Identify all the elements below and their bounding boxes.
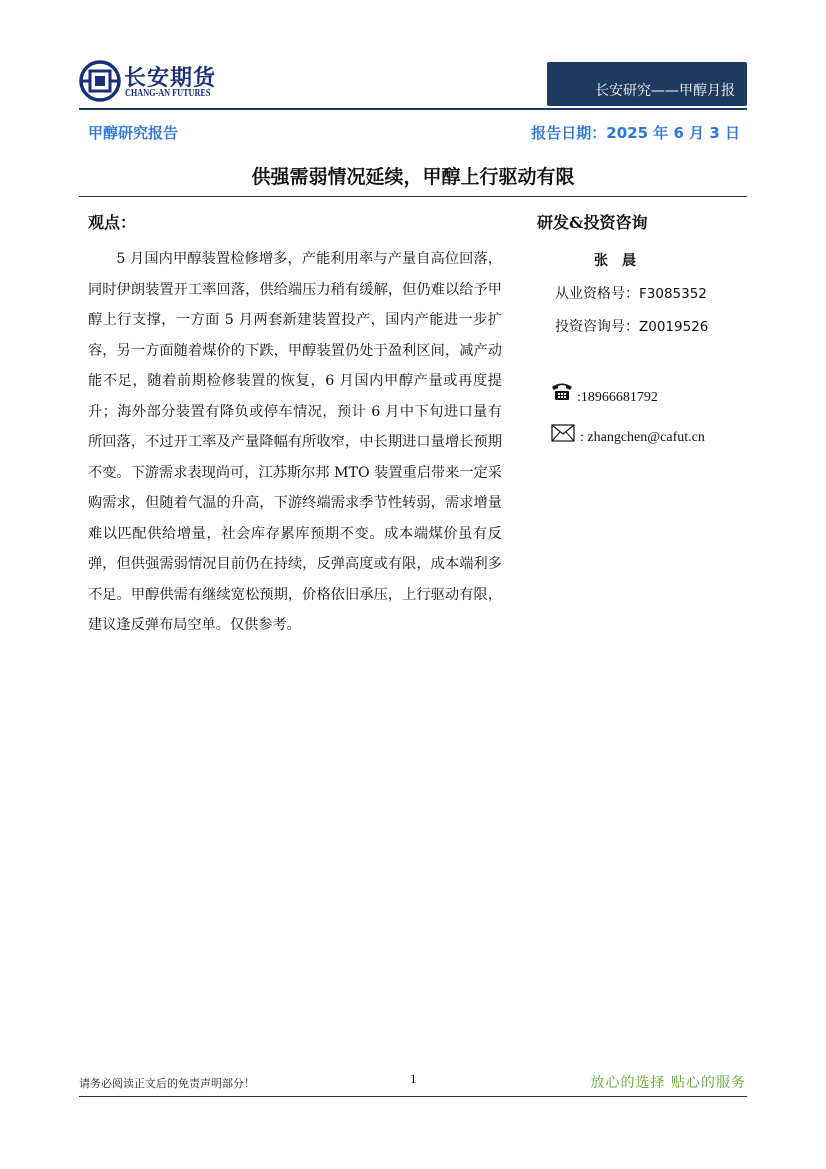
research-consulting-heading: 研发&投资咨询 [537, 213, 648, 232]
header-divider [79, 108, 747, 110]
phone-number: :18966681792 [577, 390, 658, 405]
chang-an-logo-icon [79, 60, 121, 102]
envelope-icon [551, 424, 575, 442]
footer-slogan: 放心的选择 贴心的服务 [590, 1075, 746, 1091]
title-divider [79, 196, 747, 197]
qualification-value: F3085352 [639, 286, 707, 302]
qualification-label: 从业资格号： [555, 286, 639, 302]
logo-english-name: CHANG-AN FUTURES [125, 88, 211, 99]
footer-disclaimer: 请务必阅读正文后的免责声明部分！ [79, 1077, 255, 1090]
viewpoint-body: 5 月国内甲醇装置检修增多，产能利用率与产量自高位回落，同时伊朗装置开工率回落，供给端压力稍有缓解，但仍难以给予甲醇上行支撑，一方面 5 月两套新建装置投产，国内产能进一步扩容，另一方面随着煤价的下跌，甲醇装置仍处于盈利区间，减产动能不足，随着前期检修装置的恢复，6 月国内甲醇产量或再度提升；海外部分装置有降负或停车情况，预计 6 月中下旬进口量有所回落，不过开工率及产量降幅有所收窄，中长期进口量增长预期不变。下游需求表现尚可，江苏斯尔邦 MTO 装置重启带来一定采购需求，但随着气温的升高，下游终端需求季节性转弱，需求增量难以匹配供给增量，社会库存累库预期不变。成本端煤价虽有反弹，但供强需弱情况目前仍在持续，反弹高度或有限，成本端利多不足。甲醇供需有继续宽松预期，价格依旧承压，上行驱动有限，建议逢反弹布局空单。仅供参考。 [88, 251, 502, 633]
consulting-value: Z0019526 [639, 319, 709, 335]
telephone-icon [551, 381, 573, 401]
qualification-number [555, 283, 707, 303]
report-type: 甲醇研究报告 [88, 124, 179, 142]
page-number: 1 [410, 1071, 417, 1086]
consulting-label: 投资咨询号： [555, 319, 639, 335]
header-banner [547, 62, 747, 106]
report-title: 供强需弱情况延续，甲醇上行驱动有限 [251, 166, 575, 188]
logo-chinese-name: 长安期货 [124, 66, 217, 91]
company-logo [79, 60, 229, 104]
consulting-number [555, 316, 708, 336]
viewpoint-heading: 观点： [88, 213, 137, 232]
header-banner-text: 长安研究——甲醇月报 [595, 83, 735, 99]
footer-divider [79, 1096, 747, 1097]
author-name: 张晨 [594, 253, 650, 269]
report-date: 报告日期：2025 年 6 月 3 日 [531, 124, 740, 142]
email-address[interactable]: : zhangchen@cafut.cn [580, 430, 705, 445]
